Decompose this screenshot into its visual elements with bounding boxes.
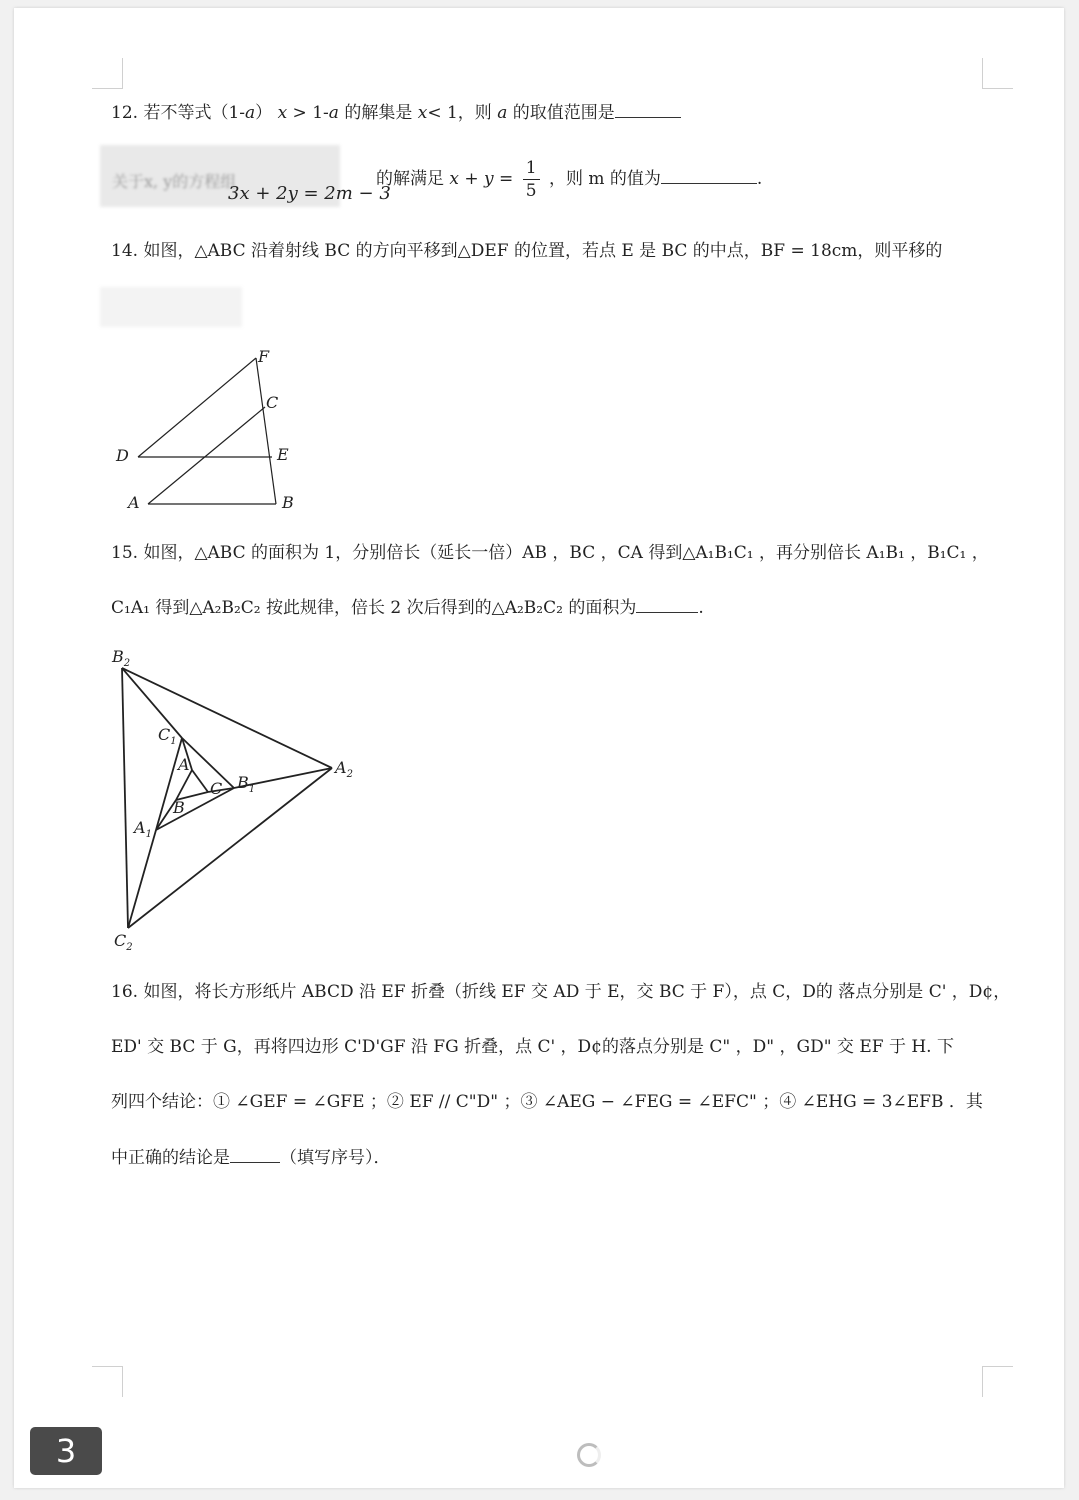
- label-B2: $B_2$: [112, 647, 131, 669]
- answer-blank[interactable]: [636, 596, 698, 613]
- answer-blank[interactable]: [661, 167, 757, 184]
- seg-FB: [256, 358, 279, 504]
- label-D: D: [116, 446, 129, 465]
- answer-blank[interactable]: [230, 1146, 280, 1163]
- loading-spinner-icon: [577, 1443, 601, 1467]
- label-A1: $A_1$: [134, 818, 152, 840]
- label-A2: $A_2$: [335, 758, 353, 780]
- question-15-line2: C₁A₁ 得到△A₂B₂C₂ 按此规律，倍长 2 次后得到的△A₂B₂C₂ 的面积为 .: [111, 598, 704, 618]
- blurred-region-2: [100, 287, 242, 327]
- label-C1: $C_1$: [158, 725, 177, 747]
- figure-translation: [110, 340, 310, 520]
- label-C2: $C_2$: [114, 931, 133, 953]
- seg-AC: [148, 407, 265, 504]
- label-A: A: [178, 755, 190, 774]
- label-F: F: [258, 347, 270, 366]
- question-16-line1: 16. 如图，将长方形纸片 ABCD 沿 EF 折叠（折线 EF 交 AD 于 E，交 BC 于 F），点 C，D的 落点分别是 C' ，D¢，: [111, 982, 1011, 1002]
- label-B1: $B_1$: [237, 773, 256, 795]
- question-16-line3: 列四个结论：① ∠GEF = ∠GFE ；② EF // C"D" ；③ ∠AEG − ∠FEG = ∠EFC" ；④ ∠EHG = 3∠EFB ．其: [111, 1092, 983, 1112]
- label-E: E: [277, 445, 289, 464]
- label-C: C: [266, 393, 279, 412]
- crop-mark-top-right: [982, 58, 1013, 89]
- seg-B2C2: [122, 668, 128, 928]
- fraction: $\frac{1}{5}$: [523, 157, 540, 202]
- label-C: C: [210, 779, 223, 798]
- seg-B2A2: [122, 668, 332, 768]
- figure-doubling-triangles: [100, 640, 380, 960]
- question-16-line2: ED' 交 BC 于 G，再将四边形 C'D'GF 沿 FG 折叠，点 C' ，D¢的落点分别是 C" ，D" ，GD" 交 EF 于 H. 下: [111, 1037, 954, 1057]
- seg-CA: [192, 770, 208, 792]
- question-13: 的解满足 x + y = $\frac{1}{5}$ ，则 m 的值为 .: [376, 158, 763, 201]
- seg-A1C2: [128, 830, 156, 928]
- q13-blurred-text: 关于x, y的方程组: [112, 172, 237, 191]
- seg-B1A1: [156, 788, 234, 830]
- page-number-badge: 3: [30, 1427, 102, 1475]
- crop-mark-bottom-right: [982, 1366, 1013, 1397]
- question-16-line4: 中正确的结论是 （填写序号）．: [111, 1148, 391, 1168]
- seg-AB: [176, 770, 192, 800]
- seg-DF: [138, 358, 256, 457]
- q13-equation: 3x + 2y = 2m − 3: [228, 183, 391, 204]
- crop-mark-top-left: [92, 58, 123, 89]
- seg-B2C1: [122, 668, 182, 738]
- question-12: 12. 若不等式（1-a） x > 1-a 的解集是 x< 1，则 a 的取值范围是: [111, 101, 681, 125]
- seg-A2C2: [128, 768, 332, 928]
- label-B: B: [282, 493, 294, 512]
- label-B: B: [173, 798, 185, 817]
- label-A: A: [128, 493, 140, 512]
- answer-blank[interactable]: [615, 101, 681, 118]
- question-14: 14. 如图，△ABC 沿着射线 BC 的方向平移到△DEF 的位置，若点 E 是 BC 的中点，BF = 18cm，则平移的: [111, 241, 943, 261]
- crop-mark-bottom-left: [92, 1366, 123, 1397]
- question-15-line1: 15. 如图，△ABC 的面积为 1，分别倍长（延长一倍）AB ，BC ，CA 得到△A₁B₁C₁ ，再分别倍长 A₁B₁ ，B₁C₁ ，: [111, 543, 989, 563]
